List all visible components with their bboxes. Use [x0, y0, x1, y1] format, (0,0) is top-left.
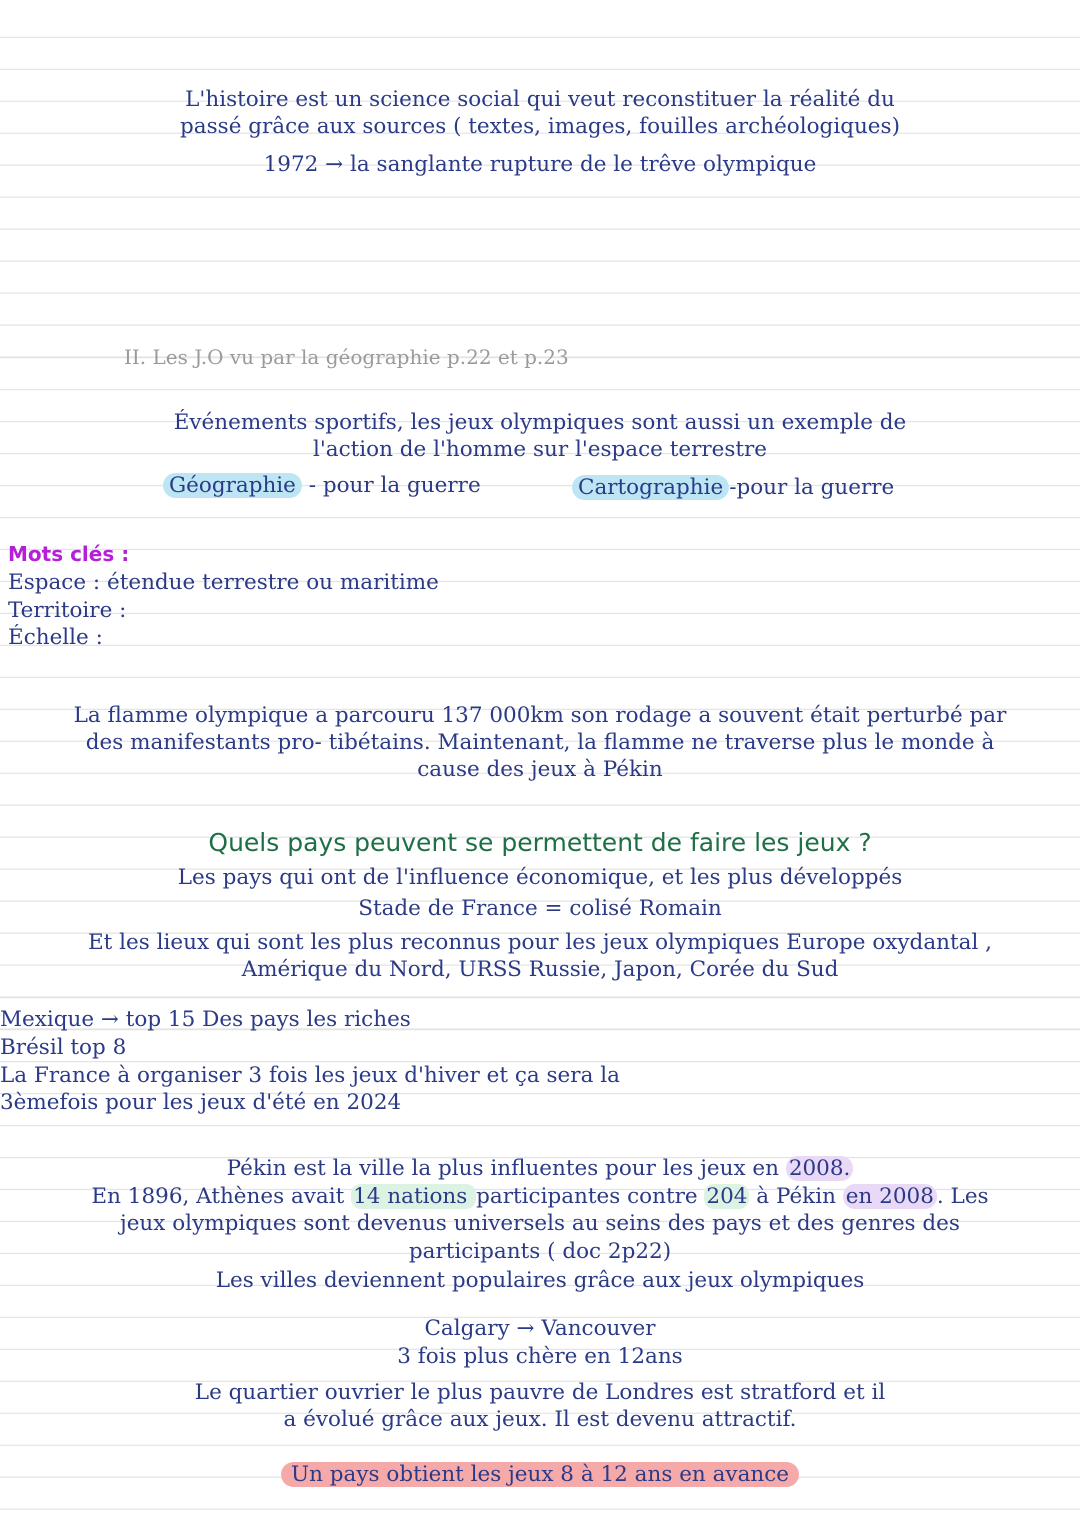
countries-line-3: Et les lieux qui sont les plus reconnus pour les jeux olympiques Europe oxydantal ,	[87, 930, 992, 955]
pekin-line-1-text: Pékin est la ville la plus influentes pour les jeux en	[226, 1156, 786, 1181]
geographie-rest: - pour la guerre	[301, 473, 481, 498]
keyword-espace: Espace : étendue terrestre ou maritime	[8, 570, 439, 595]
london-line-2: a évolué grâce aux jeux. Il est devenu attractif.	[283, 1407, 797, 1432]
pekin-line-5: Les villes deviennent populaires grâce aux jeux olympiques	[215, 1268, 865, 1293]
geographie-note	[163, 472, 481, 499]
pekin-line-2-part-c: à Pékin	[749, 1184, 843, 1209]
list-france-2: 3èmefois pour les jeux d'été en 2024	[0, 1090, 402, 1115]
flame-line-1: La flamme olympique a parcouru 137 000km son rodage a souvent était perturbé par	[73, 703, 1007, 728]
keywords-title: Mots clés :	[8, 542, 130, 566]
calgary-line-1: Calgary → Vancouver	[424, 1316, 656, 1341]
nations-14-highlight: 14 nations	[353, 1184, 475, 1209]
flame-line-2: des manifestants pro- tibétains. Maintenant, la flamme ne traverse plus le monde à	[85, 730, 995, 755]
london-line-1: Le quartier ouvrier le plus pauvre de Londres est stratford et il	[194, 1380, 886, 1405]
pekin-line-2-part-d: . Les	[936, 1184, 989, 1209]
list-mexique: Mexique → top 15 Des pays les riches	[0, 1007, 411, 1032]
flame-line-3: cause des jeux à Pékin	[417, 757, 663, 782]
section-paragraph-line-1: Événements sportifs, les jeux olympiques sont aussi un exemple de	[173, 410, 907, 435]
pekin-line-2-part-b: participantes contre	[476, 1184, 705, 1209]
keyword-echelle: Échelle :	[8, 625, 103, 650]
countries-question: Quels pays peuvent se permettent de faire les jeux ?	[208, 828, 872, 857]
cartographie-highlight: Cartographie	[572, 475, 729, 500]
final-note	[0, 1461, 1080, 1488]
calgary-line-2: 3 fois plus chère en 12ans	[397, 1344, 683, 1369]
pekin-line-3: jeux olympiques sont devenus universels au seins des pays et des genres des	[120, 1211, 960, 1236]
section-title: II. Les J.O vu par la géographie p.22 et p.23	[124, 345, 569, 369]
pekin-line-1	[0, 1155, 1080, 1182]
cartographie-note	[572, 474, 894, 501]
intro-line-1: L'histoire est un science social qui veut reconstituer la réalité du	[185, 87, 895, 112]
year-2008-highlight: 2008.	[786, 1156, 854, 1181]
final-note-highlight: Un pays obtient les jeux 8 à 12 ans en avance	[281, 1462, 799, 1487]
geographie-highlight: Géographie	[163, 473, 302, 498]
pekin-line-2	[0, 1183, 1080, 1210]
list-france-1: La France à organiser 3 fois les jeux d'hiver et ça sera la	[0, 1063, 620, 1088]
pekin-line-4: participants ( doc 2p22)	[408, 1239, 672, 1264]
countries-line-1: Les pays qui ont de l'influence économique, et les plus développés	[177, 865, 903, 890]
section-paragraph-line-2: l'action de l'homme sur l'espace terrestre	[312, 437, 768, 462]
intro-line-3: 1972 → la sanglante rupture de le trêve olympique	[263, 152, 817, 177]
intro-line-2: passé grâce aux sources ( textes, images, fouilles archéologiques)	[180, 114, 900, 139]
list-bresil: Brésil top 8	[0, 1035, 127, 1060]
pekin-line-2-part-a: En 1896, Athènes avait	[91, 1184, 352, 1209]
en-2008-highlight: en 2008	[843, 1184, 937, 1209]
countries-line-2: Stade de France = colisé Romain	[358, 896, 722, 921]
nations-204-highlight: 204	[706, 1184, 748, 1209]
countries-line-4: Amérique du Nord, URSS Russie, Japon, Corée du Sud	[241, 957, 839, 982]
keyword-territoire: Territoire :	[8, 598, 127, 623]
cartographie-rest: -pour la guerre	[729, 475, 895, 500]
